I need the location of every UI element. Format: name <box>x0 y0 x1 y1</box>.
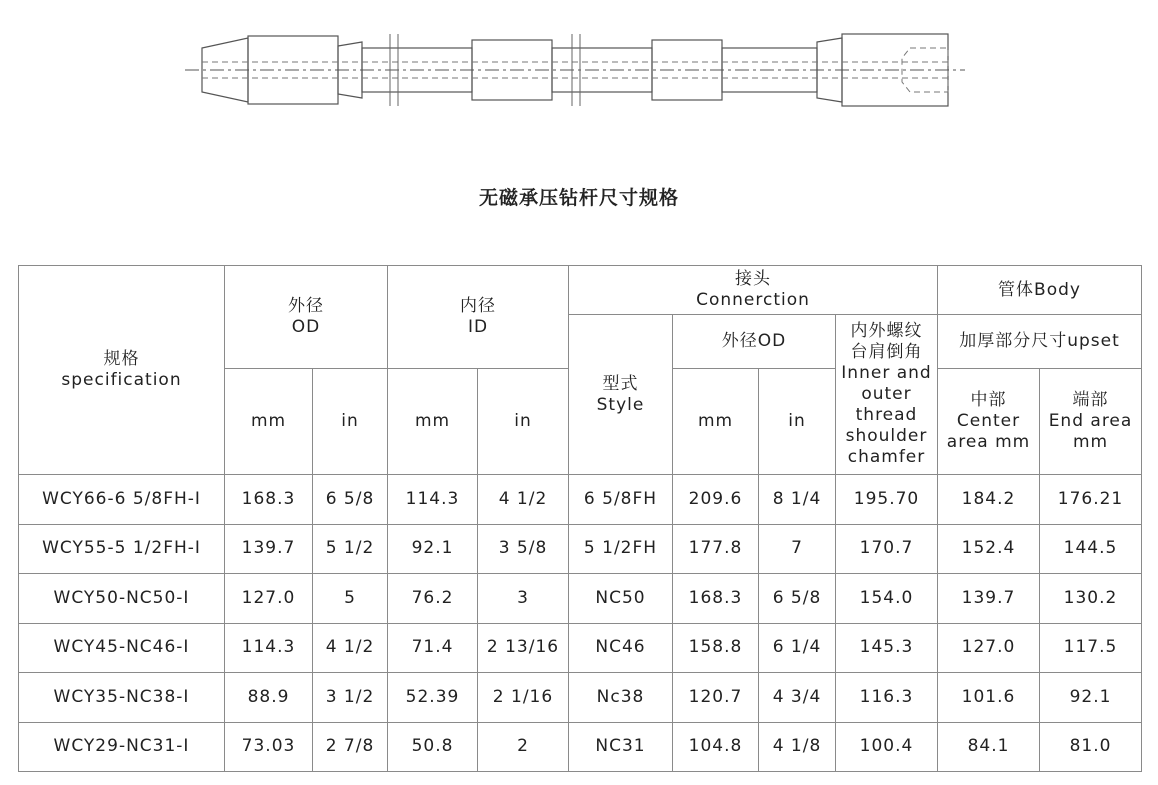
cell-od-mm: 168.3 <box>225 475 313 525</box>
cell-chamfer: 145.3 <box>836 623 938 673</box>
cell-chamfer: 154.0 <box>836 574 938 624</box>
cell-style: Nc38 <box>569 673 673 723</box>
cell-od-mm: 88.9 <box>225 673 313 723</box>
header-id-mm: mm <box>388 369 478 475</box>
cell-conn-od-in: 4 3/4 <box>759 673 836 723</box>
header-id: 内径 ID <box>388 266 569 369</box>
cell-end-area: 144.5 <box>1040 524 1142 574</box>
cell-end-area: 117.5 <box>1040 623 1142 673</box>
cell-end-area: 81.0 <box>1040 722 1142 772</box>
cell-center-area: 127.0 <box>938 623 1040 673</box>
cell-id-in: 2 <box>478 722 569 772</box>
cell-center-area: 184.2 <box>938 475 1040 525</box>
cell-od-in: 2 7/8 <box>313 722 388 772</box>
cell-center-area: 139.7 <box>938 574 1040 624</box>
drill-pipe-drawing <box>180 20 970 130</box>
cell-od-mm: 139.7 <box>225 524 313 574</box>
table-row <box>19 673 1142 723</box>
cell-conn-od-mm: 168.3 <box>673 574 759 624</box>
cell-id-in: 2 13/16 <box>478 623 569 673</box>
cell-style: NC46 <box>569 623 673 673</box>
cell-od-mm: 127.0 <box>225 574 313 624</box>
cell-specification: WCY45-NC46-I <box>19 623 225 673</box>
header-chamfer: 内外螺纹 台肩倒角 Inner and outer thread shoulder chamfer <box>836 315 938 475</box>
header-center-area: 中部 Center area mm <box>938 369 1040 475</box>
cell-id-mm: 76.2 <box>388 574 478 624</box>
table-row <box>19 623 1142 673</box>
header-od: 外径 OD <box>225 266 388 369</box>
header-end-area: 端部 End area mm <box>1040 369 1142 475</box>
page-title: 无磁承压钻杆尺寸规格 <box>478 187 679 209</box>
header-specification: 规格 specification <box>19 266 225 475</box>
cell-od-in: 3 1/2 <box>313 673 388 723</box>
cell-specification: WCY66-6 5/8FH-I <box>19 475 225 525</box>
cell-conn-od-mm: 209.6 <box>673 475 759 525</box>
header-id-in: in <box>478 369 569 475</box>
cell-specification: WCY35-NC38-I <box>19 673 225 723</box>
cell-style: NC50 <box>569 574 673 624</box>
header-connection: 接头 Connerction <box>569 266 938 315</box>
cell-center-area: 84.1 <box>938 722 1040 772</box>
cell-conn-od-in: 6 5/8 <box>759 574 836 624</box>
cell-end-area: 92.1 <box>1040 673 1142 723</box>
cell-end-area: 130.2 <box>1040 574 1142 624</box>
cell-specification: WCY29-NC31-I <box>19 722 225 772</box>
table-row <box>19 475 1142 525</box>
table-row <box>19 722 1142 772</box>
header-connection-od: 外径OD <box>673 315 836 369</box>
cell-od-in: 5 <box>313 574 388 624</box>
cell-od-mm: 114.3 <box>225 623 313 673</box>
cell-specification: WCY50-NC50-I <box>19 574 225 624</box>
cell-id-in: 3 5/8 <box>478 524 569 574</box>
cell-chamfer: 116.3 <box>836 673 938 723</box>
cell-conn-od-mm: 177.8 <box>673 524 759 574</box>
header-od-mm: mm <box>225 369 313 475</box>
cell-chamfer: 170.7 <box>836 524 938 574</box>
cell-conn-od-mm: 158.8 <box>673 623 759 673</box>
header-body: 管体Body <box>938 266 1142 315</box>
cell-id-in: 3 <box>478 574 569 624</box>
cell-center-area: 152.4 <box>938 524 1040 574</box>
cell-conn-od-in: 4 1/8 <box>759 722 836 772</box>
cell-end-area: 176.21 <box>1040 475 1142 525</box>
cell-style: NC31 <box>569 722 673 772</box>
header-upset: 加厚部分尺寸upset <box>938 315 1142 369</box>
spec-table <box>18 265 1142 772</box>
cell-conn-od-in: 6 1/4 <box>759 623 836 673</box>
cell-id-in: 2 1/16 <box>478 673 569 723</box>
cell-center-area: 101.6 <box>938 673 1040 723</box>
cell-id-mm: 92.1 <box>388 524 478 574</box>
cell-specification: WCY55-5 1/2FH-I <box>19 524 225 574</box>
cell-conn-od-mm: 104.8 <box>673 722 759 772</box>
header-od-in: in <box>313 369 388 475</box>
cell-od-in: 6 5/8 <box>313 475 388 525</box>
cell-style: 5 1/2FH <box>569 524 673 574</box>
header-conn-od-mm: mm <box>673 369 759 475</box>
table-row <box>19 574 1142 624</box>
cell-conn-od-in: 7 <box>759 524 836 574</box>
cell-conn-od-mm: 120.7 <box>673 673 759 723</box>
cell-id-mm: 114.3 <box>388 475 478 525</box>
cell-id-mm: 71.4 <box>388 623 478 673</box>
cell-od-mm: 73.03 <box>225 722 313 772</box>
cell-chamfer: 195.70 <box>836 475 938 525</box>
cell-conn-od-in: 8 1/4 <box>759 475 836 525</box>
cell-od-in: 5 1/2 <box>313 524 388 574</box>
cell-id-mm: 50.8 <box>388 722 478 772</box>
header-style: 型式 Style <box>569 315 673 475</box>
cell-chamfer: 100.4 <box>836 722 938 772</box>
header-conn-od-in: in <box>759 369 836 475</box>
cell-id-in: 4 1/2 <box>478 475 569 525</box>
cell-id-mm: 52.39 <box>388 673 478 723</box>
cell-od-in: 4 1/2 <box>313 623 388 673</box>
cell-style: 6 5/8FH <box>569 475 673 525</box>
table-row <box>19 524 1142 574</box>
